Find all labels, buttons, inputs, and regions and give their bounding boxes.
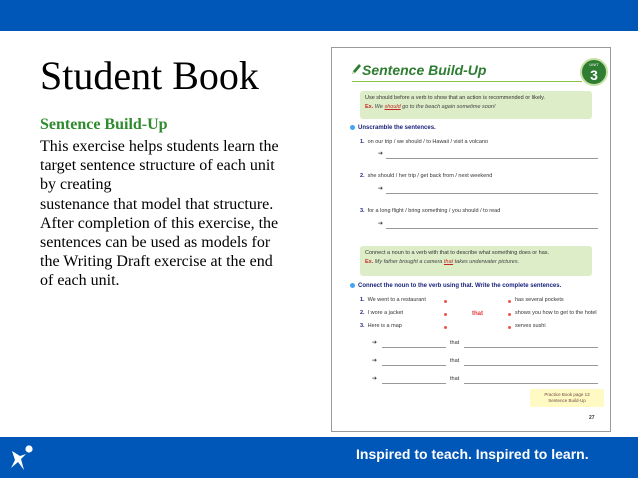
item-text: We went to a restaurant [367, 297, 426, 303]
answer-that: that [450, 358, 460, 364]
description-line: by creating [40, 176, 112, 194]
match-dot [444, 300, 447, 303]
bullet-icon [350, 125, 355, 130]
description-line: sustenance that model that structure. [40, 195, 274, 213]
practice-line: Practice Book page 13 [544, 392, 590, 397]
answer-line [382, 347, 446, 348]
item-text: Here is a map [367, 323, 402, 329]
title-underline [352, 81, 582, 82]
answer-line [464, 383, 598, 384]
answer-line [386, 158, 598, 159]
match-left-item [360, 310, 403, 316]
unscramble-item [360, 208, 500, 214]
description-text [40, 137, 316, 291]
practice-line: Sentence Build-Up [548, 398, 586, 403]
match-dot [508, 313, 511, 316]
match-right-item: serves sushi [515, 323, 546, 329]
arrow-icon: ➔ [378, 186, 384, 192]
unit-label: UNIT [589, 62, 599, 67]
footer-tagline: Inspired to teach. Inspired to learn. [356, 446, 589, 462]
item-number: 3. [360, 208, 365, 214]
item-text: on our trip / we should / to Hawaii / visit a volcano [367, 139, 489, 145]
top-banner [0, 0, 638, 31]
match-left-item [360, 297, 426, 303]
unit-number: 3 [590, 67, 598, 83]
answer-line [464, 365, 598, 366]
example-label: Ex. [365, 104, 374, 110]
answer-line [382, 365, 446, 366]
grammar-tip-box [360, 91, 592, 119]
item-number: 1. [360, 297, 365, 303]
description-line: of each unit. [40, 272, 120, 290]
grammar-tip-box [360, 246, 592, 276]
arrow-icon: ➔ [378, 221, 384, 227]
match-right-item: shows you how to get to the hotel [515, 310, 597, 316]
item-number: 2. [360, 173, 365, 179]
unscramble-item [360, 173, 492, 179]
answer-line [386, 193, 598, 194]
unit-badge [580, 58, 608, 86]
arrow-icon: ➔ [372, 358, 378, 364]
item-number: 2. [360, 310, 365, 316]
item-text: for a long flight / bring something / you should / to read [367, 208, 501, 214]
match-dot [444, 326, 447, 329]
item-number: 1. [360, 139, 365, 145]
match-left-item [360, 323, 402, 329]
section-subtitle: Sentence Build-Up [40, 116, 168, 133]
match-dot [444, 313, 447, 316]
match-dot [508, 326, 511, 329]
answer-line [386, 228, 598, 229]
description-line: the Writing Draft exercise at the end [40, 253, 273, 271]
pencil-icon [350, 62, 362, 76]
item-text: she should / her trip / get back from / next weekend [367, 173, 493, 179]
example-pre: We [374, 104, 383, 110]
connector-word: that [472, 311, 483, 317]
tip-example [365, 103, 587, 112]
brand-logo-icon [8, 443, 38, 473]
example-label: Ex. [365, 259, 374, 265]
match-right-item: has several pockets [515, 297, 564, 303]
description-line: After completion of this exercise, the [40, 214, 279, 232]
bullet-icon [350, 283, 355, 288]
page-number: 27 [589, 415, 595, 421]
example-post: takes underwater pictures. [454, 259, 520, 265]
arrow-icon: ➔ [378, 151, 384, 157]
example-key: should [384, 104, 401, 110]
practice-book-reference [530, 389, 604, 407]
answer-that: that [450, 376, 460, 382]
match-dot [508, 300, 511, 303]
item-text: I wore a jacket [367, 310, 404, 316]
book-page-image [331, 47, 611, 432]
description-line: sentences can be used as models for [40, 234, 271, 252]
description-line: target sentence structure of each unit [40, 157, 275, 175]
slide-title: Student Book [40, 53, 259, 98]
instruction-text: Connect the noun to the verb using that. Write the complete sentences. [358, 283, 562, 290]
answer-that: that [450, 340, 460, 346]
book-page-title: Sentence Build-Up [362, 62, 487, 78]
instruction-text: Unscramble the sentences. [358, 125, 436, 132]
example-pre: My father brought a camera [374, 259, 443, 265]
description-line: This exercise helps students learn the [40, 138, 279, 155]
example-post: go to the beach again sometime soon! [402, 104, 496, 110]
example-key: that [443, 259, 454, 265]
arrow-icon: ➔ [372, 376, 378, 382]
tip-text: Use should before a verb to show that an action is recommended or likely. [365, 95, 545, 101]
tip-example [365, 258, 587, 267]
tip-text: Connect a noun to a verb with that to describe what something does or has. [365, 250, 550, 256]
arrow-icon: ➔ [372, 340, 378, 346]
instruction-connect [350, 283, 561, 289]
answer-line [382, 383, 446, 384]
item-number: 3. [360, 323, 365, 329]
instruction-unscramble [350, 125, 436, 131]
unscramble-item [360, 139, 488, 145]
answer-line [464, 347, 598, 348]
